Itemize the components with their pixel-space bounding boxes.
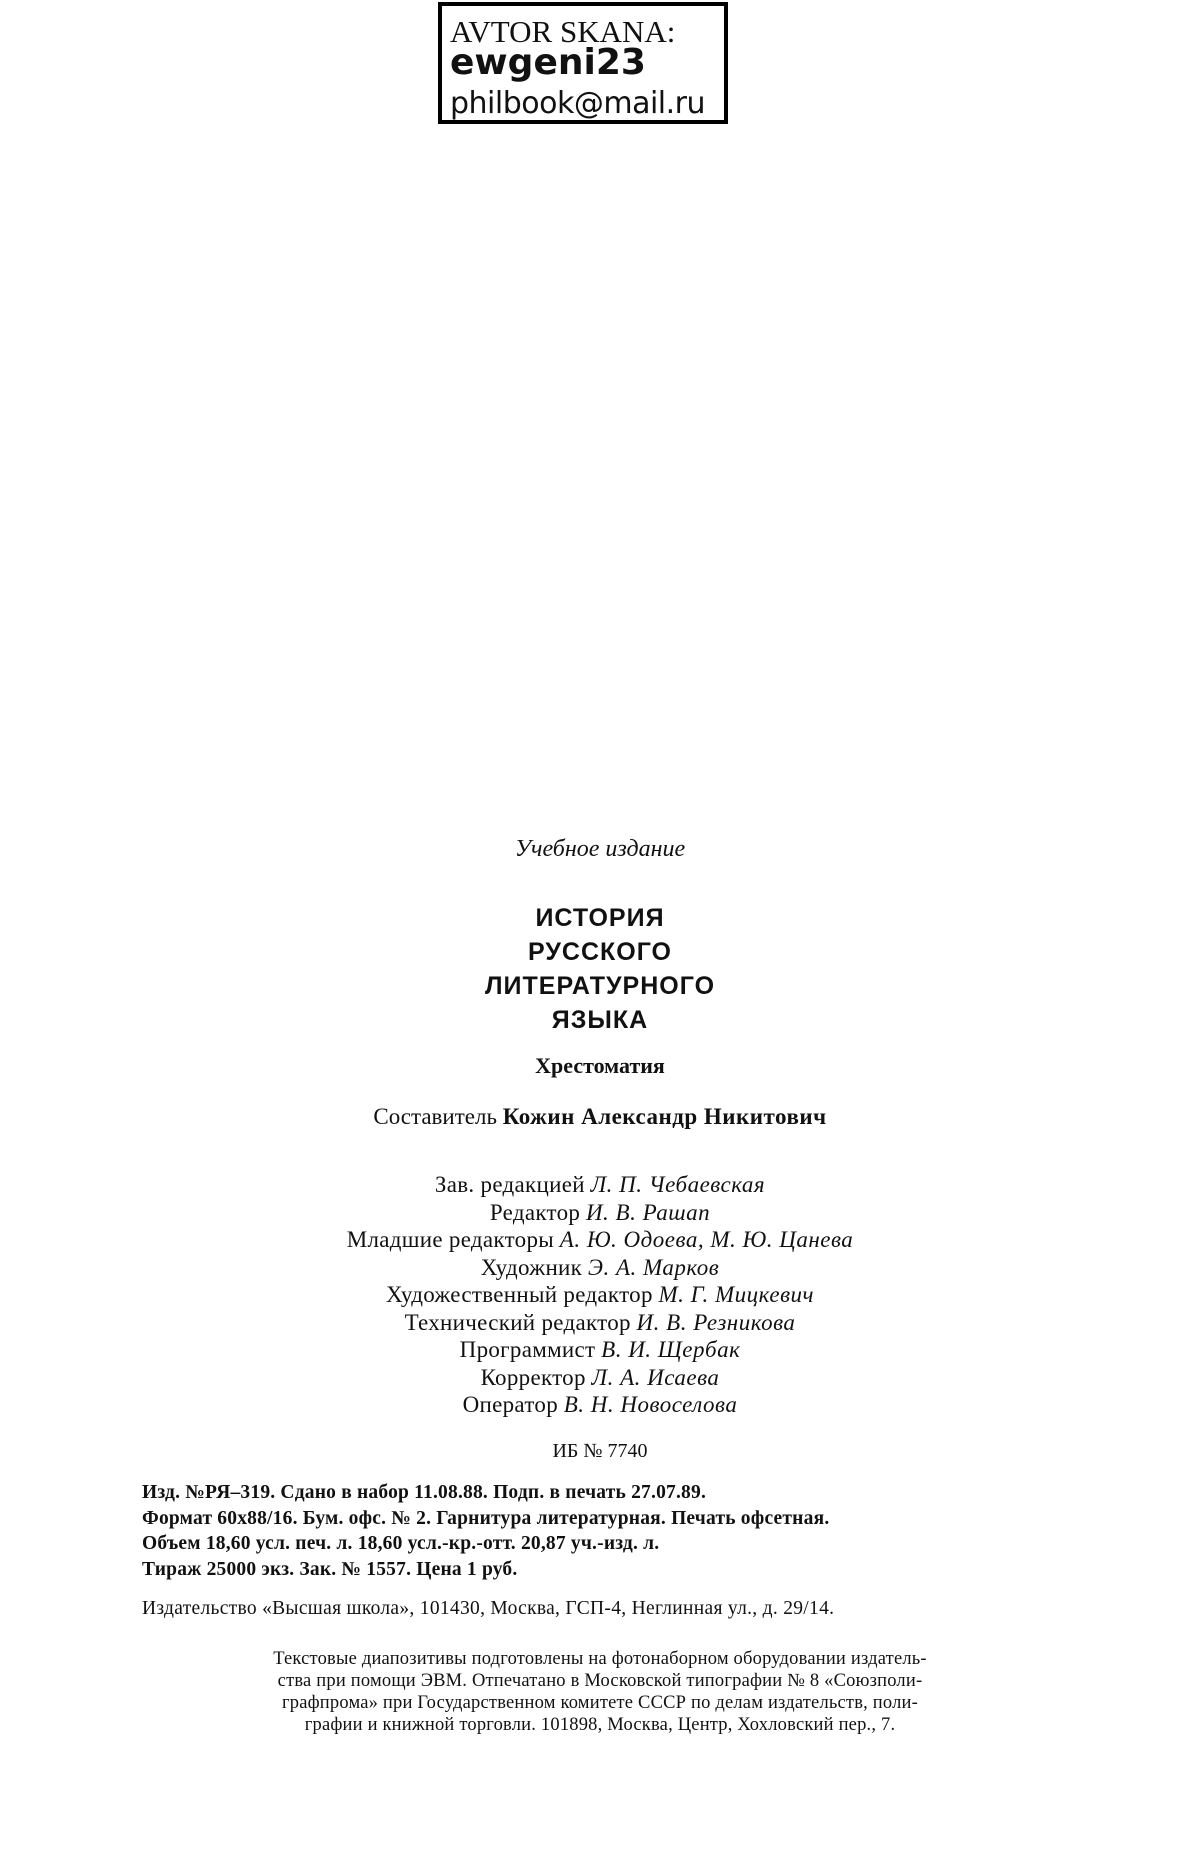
printer-note-line: графпрома» при Государственном комитете СССР по делам издательств, поли- bbox=[281, 1693, 919, 1713]
credit-line bbox=[0, 1281, 1200, 1309]
title-line: ЯЗЫКА bbox=[551, 1006, 649, 1034]
credit-line bbox=[0, 1309, 1200, 1337]
publication-info-line: Объем 18,60 усл. печ. л. 18,60 усл.-кр.-отт. 20,87 уч.-изд. л. bbox=[142, 1533, 660, 1554]
publication-info bbox=[142, 1480, 1058, 1582]
printer-note bbox=[142, 1648, 1058, 1736]
book-subtitle: Хрестоматия bbox=[535, 1053, 665, 1078]
credit-person: В. И. Щербак bbox=[601, 1337, 741, 1362]
title-line: РУССКОГО bbox=[528, 938, 672, 966]
credit-person: И. В. Рашап bbox=[585, 1199, 711, 1225]
publisher-address: Издательство «Высшая школа», 101430, Москва, ГСП-4, Неглинная ул., д. 29/14. bbox=[142, 1598, 835, 1619]
scanner-stamp bbox=[438, 2, 728, 124]
credit-role: Оператор bbox=[462, 1392, 558, 1417]
printer-note-line: ства при помощи ЭВМ. Отпечатано в Московской типографии № 8 «Союзполи- bbox=[277, 1671, 923, 1691]
edition-type: Учебное издание bbox=[514, 836, 686, 862]
credit-line bbox=[0, 1254, 1200, 1282]
publication-info-line: Изд. №РЯ–319. Сдано в набор 11.08.88. Подп. в печать 27.07.89. bbox=[142, 1482, 707, 1503]
credit-line bbox=[0, 1391, 1200, 1419]
ib-number: ИБ № 7740 bbox=[552, 1440, 648, 1462]
credit-line bbox=[0, 1199, 1200, 1227]
credit-role: Редактор bbox=[489, 1199, 581, 1225]
credit-role: Зав. редакцией bbox=[434, 1172, 585, 1197]
stamp-email: philbook@mail.ru bbox=[450, 86, 706, 121]
stamp-label: AVTOR SKANA: bbox=[450, 14, 676, 49]
publication-info-line: Формат 60x88/16. Бум. офс. № 2. Гарнитура литературная. Печать офсетная. bbox=[142, 1507, 830, 1529]
credits-list bbox=[0, 1171, 1200, 1419]
credit-person: Э. А. Марков bbox=[587, 1254, 720, 1280]
book-title bbox=[0, 901, 1200, 1037]
printer-note-line: Текстовые диапозитивы подготовлены на фотонаборном оборудовании издатель- bbox=[273, 1649, 927, 1669]
title-line: ИСТОРИЯ bbox=[535, 904, 665, 932]
credit-person: В. Н. Новоселова bbox=[563, 1392, 738, 1417]
credit-line bbox=[0, 1364, 1200, 1392]
credit-person: А. Ю. Одоева, М. Ю. Цанева bbox=[559, 1227, 854, 1252]
credit-person: Л. П. Чебаевская bbox=[590, 1172, 766, 1197]
printer-note-line: графии и книжной торговли. 101898, Москва, Центр, Хохловский пер., 7. bbox=[304, 1715, 896, 1735]
credit-line bbox=[0, 1171, 1200, 1199]
compiler-label: Составитель bbox=[373, 1104, 497, 1129]
credit-role: Технический редактор bbox=[404, 1309, 631, 1335]
credit-line bbox=[0, 1226, 1200, 1254]
credit-role: Художественный редактор bbox=[385, 1282, 653, 1307]
credit-line bbox=[0, 1336, 1200, 1364]
compiler-name: Кожин Александр Никитович bbox=[502, 1104, 827, 1129]
credit-role: Художник bbox=[480, 1254, 583, 1280]
credit-person: И. В. Резникова bbox=[636, 1309, 796, 1335]
credit-person: Л. А. Исаева bbox=[591, 1364, 720, 1390]
stamp-username: ewgeni23 bbox=[450, 42, 646, 83]
publication-info-line: Тираж 25000 экз. Зак. № 1557. Цена 1 руб. bbox=[142, 1558, 518, 1580]
title-line: ЛИТЕРАТУРНОГО bbox=[484, 972, 716, 1000]
credit-person: М. Г. Мицкевич bbox=[658, 1282, 815, 1307]
credit-role: Программист bbox=[459, 1337, 596, 1362]
credit-role: Младшие редакторы bbox=[346, 1227, 555, 1252]
compiler-line bbox=[0, 1104, 1200, 1130]
credit-role: Корректор bbox=[480, 1364, 586, 1390]
